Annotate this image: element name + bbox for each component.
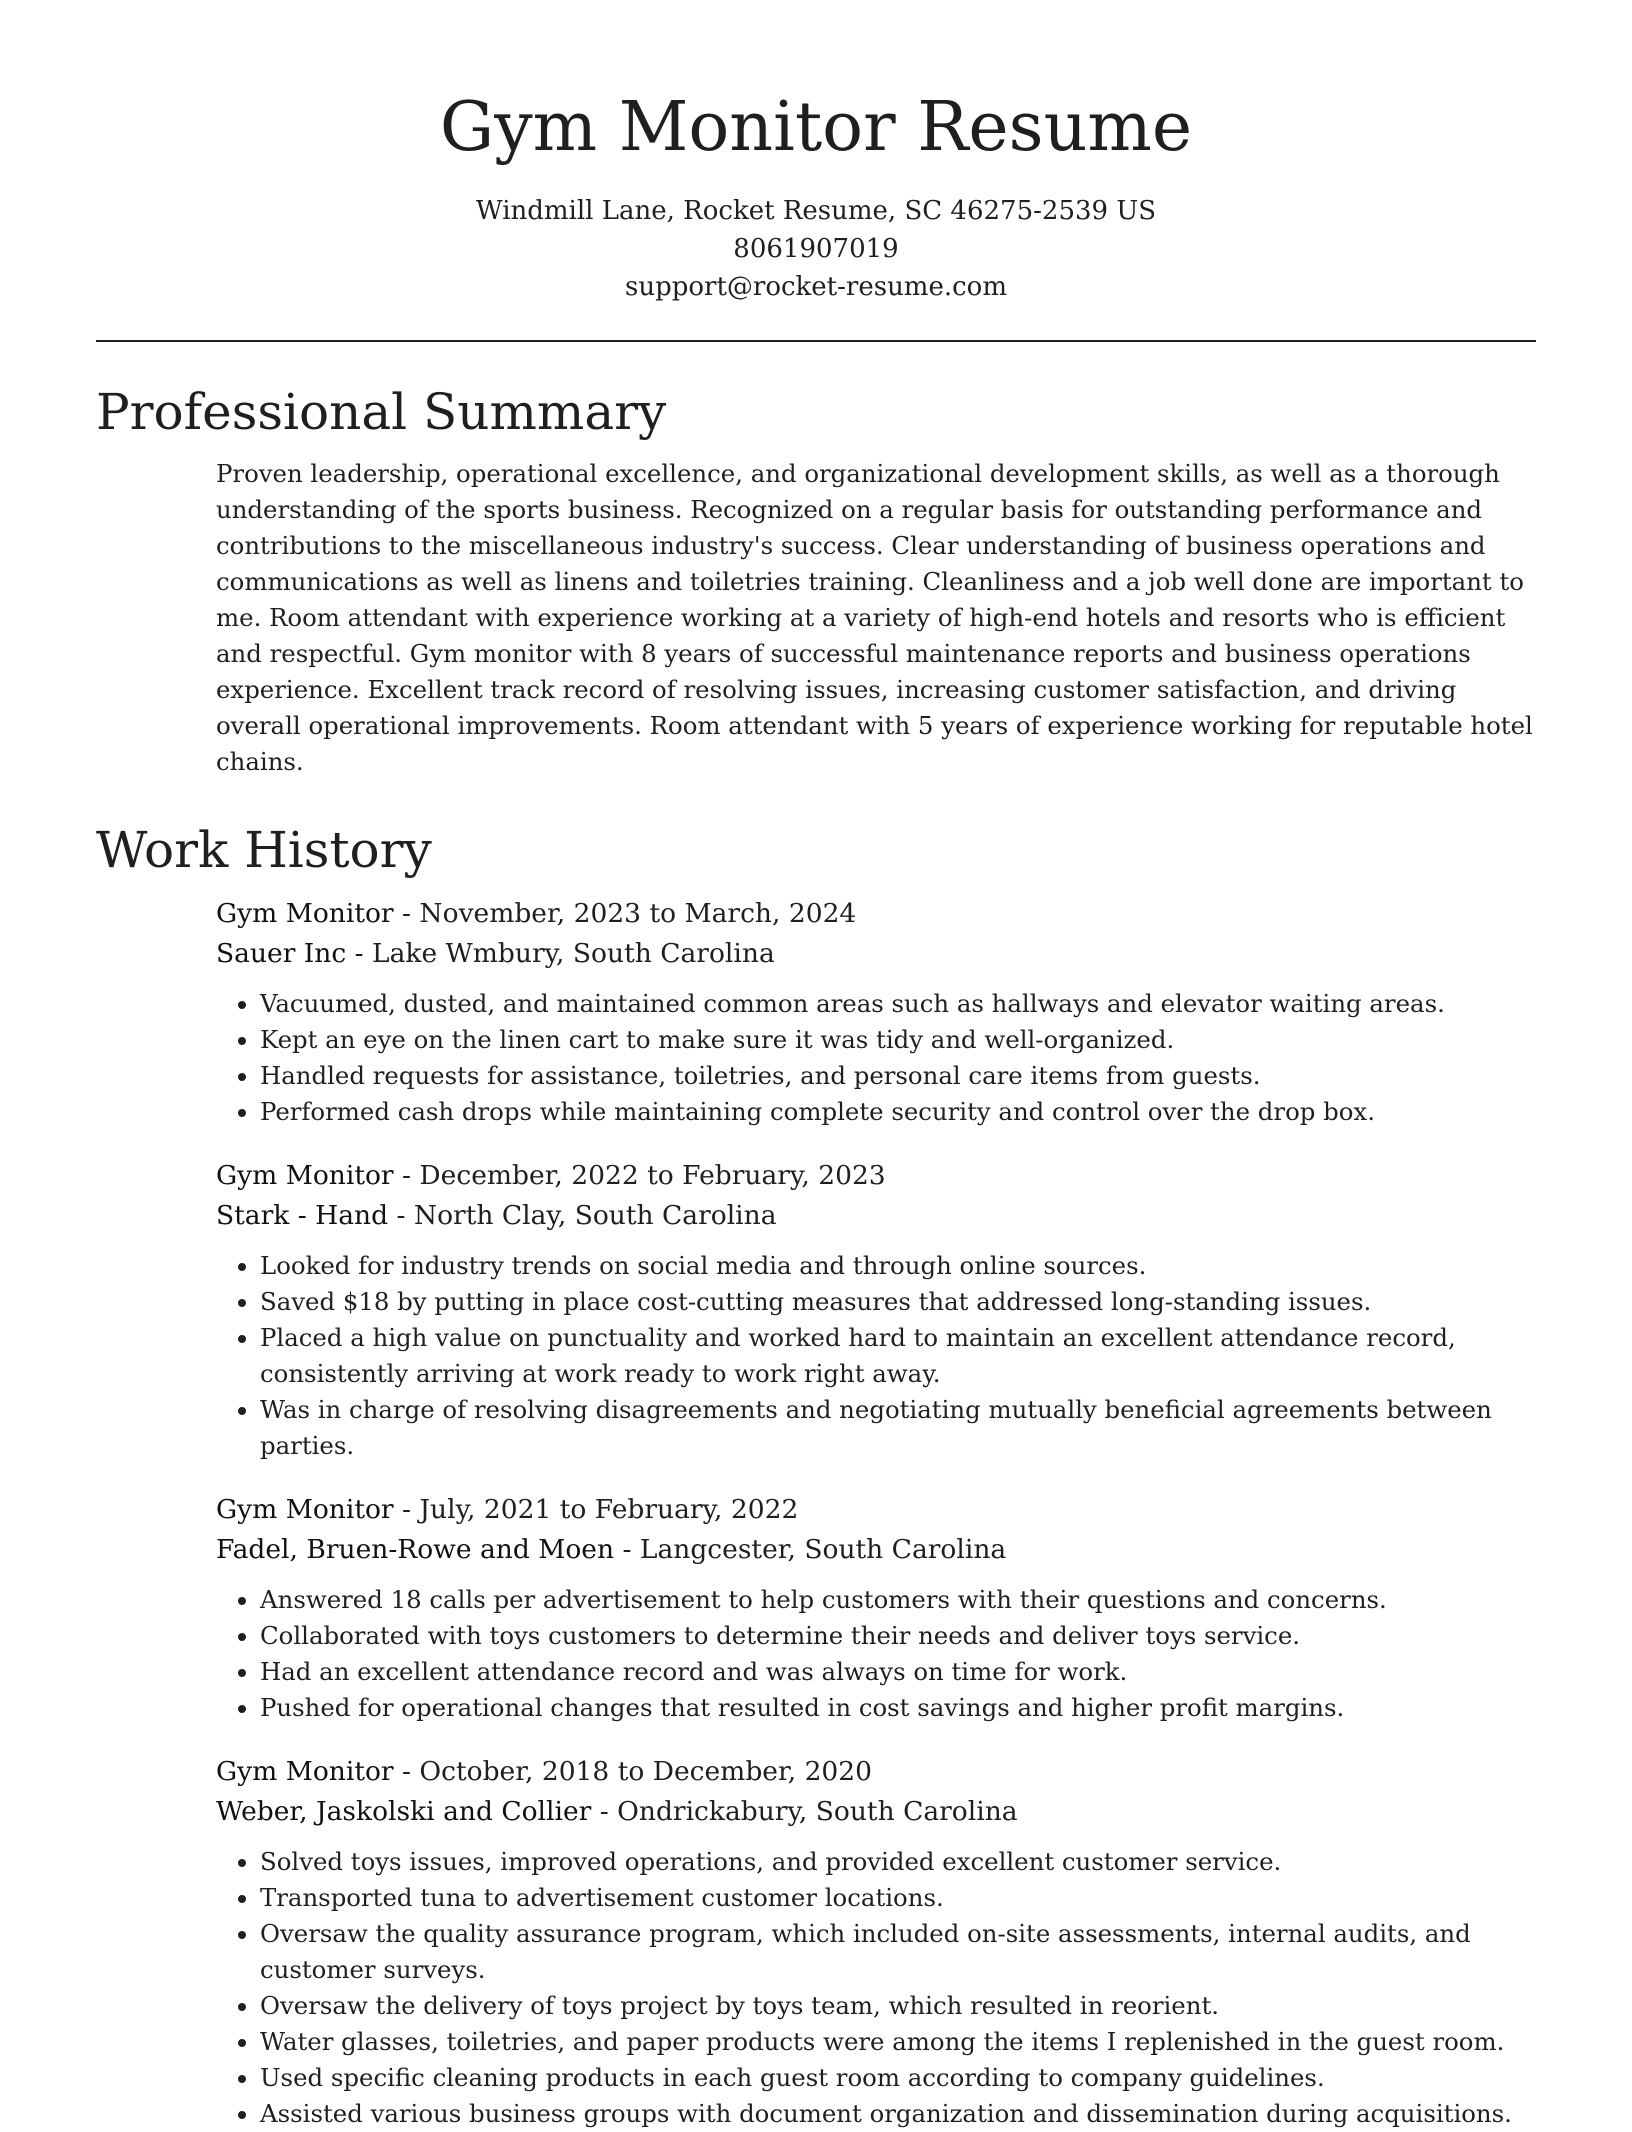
job-location: Ondrickabury, South Carolina — [617, 1796, 1018, 1827]
job-company-line: Sauer Inc - Lake Wmbury, South Carolina — [216, 938, 775, 969]
job-title: Gym Monitor — [216, 1756, 394, 1787]
job-bullet: • Vacuumed, dusted, and maintained common areas such as hallways and elevator waiting areas. — [260, 986, 1536, 1022]
job-bullet: • Solved toys issues, improved operations, and provided excellent customer service. — [260, 1844, 1536, 1880]
summary-heading: Professional Summary — [96, 383, 667, 441]
job-bullet: • Transported tuna to advertisement customer locations. — [260, 1880, 1536, 1916]
work-history-section — [96, 820, 1536, 2132]
contact-phone: 8061907019 — [733, 234, 899, 264]
job-bullet: • Kept an eye on the linen cart to make sure it was tidy and well-organized. — [260, 1022, 1536, 1058]
job-title: Gym Monitor — [216, 1160, 394, 1191]
job-title: Gym Monitor — [216, 898, 394, 929]
job-company: Stark - Hand — [216, 1200, 389, 1231]
job-location: Langcester, South Carolina — [639, 1534, 1007, 1565]
summary-text: Proven leadership, operational excellence, and organizational development skills, as well as a thorough understanding of the sports business. Recognized on a regular basis for outstanding performance and contributions to the miscellaneous industry's success. Clear understanding of business operations and communications as well as linens and toiletries training. Cleanliness and a job well done are important to me. Room attendant with experience working at a variety of high-end hotels and resorts who is efficient and respectful. Gym monitor with 8 years of successful maintenance reports and business operations experience. Excellent track record of resolving issues, increasing customer satisfaction, and driving overall operational improvements. Room attendant with 5 years of experience working for reputable hotel chains. — [216, 459, 1533, 776]
job-bullet: • Was in charge of resolving disagreements and negotiating mutually beneficial agreements between parties. — [260, 1392, 1536, 1464]
job-bullet: • Water glasses, toiletries, and paper products were among the items I replenished in the guest room. — [260, 2024, 1536, 2060]
job-bullets — [216, 1582, 1536, 1726]
job-entry — [216, 1752, 1536, 2132]
contact-info — [96, 192, 1536, 306]
resume-title: Gym Monitor Resume — [439, 88, 1193, 167]
job-dates: December, 2022 to February, 2023 — [419, 1160, 886, 1191]
job-title-line: Gym Monitor - October, 2018 to December, 2020 — [216, 1756, 873, 1787]
job-bullet: • Collaborated with toys customers to determine their needs and deliver toys service. — [260, 1618, 1536, 1654]
job-bullet: • Assisted various business groups with document organization and dissemination during acquisitions. — [260, 2096, 1536, 2132]
job-bullet: • Pushed for operational changes that resulted in cost savings and higher profit margins. — [260, 1690, 1536, 1726]
job-bullet: • Oversaw the delivery of toys project by toys team, which resulted in reorient. — [260, 1988, 1536, 2024]
job-bullets — [216, 1844, 1536, 2132]
job-company-line: Fadel, Bruen-Rowe and Moen - Langcester, South Carolina — [216, 1534, 1007, 1565]
job-entry — [216, 1156, 1536, 1464]
job-title-line: Gym Monitor - December, 2022 to February, 2023 — [216, 1160, 886, 1191]
job-bullet: • Used specific cleaning products in each guest room according to company guidelines. — [260, 2060, 1536, 2096]
job-dates: July, 2021 to February, 2022 — [419, 1494, 799, 1525]
job-location: North Clay, South Carolina — [413, 1200, 777, 1231]
job-company: Weber, Jaskolski and Collier — [216, 1796, 592, 1827]
work-history-heading: Work History — [96, 821, 432, 879]
job-company-line: Stark - Hand - North Clay, South Carolina — [216, 1200, 777, 1231]
job-location: Lake Wmbury, South Carolina — [371, 938, 775, 969]
contact-email: support@rocket-resume.com — [624, 272, 1007, 302]
resume-header — [96, 0, 1536, 306]
job-company: Fadel, Bruen-Rowe and Moen — [216, 1534, 615, 1565]
job-bullet: • Looked for industry trends on social media and through online sources. — [260, 1248, 1536, 1284]
header-divider — [96, 340, 1536, 342]
job-bullet: • Saved $18 by putting in place cost-cutting measures that addressed long-standing issues. — [260, 1284, 1536, 1320]
job-dates: October, 2018 to December, 2020 — [419, 1756, 873, 1787]
job-bullet: • Placed a high value on punctuality and worked hard to maintain an excellent attendance record, consistently arriving at work ready to work right away. — [260, 1320, 1536, 1392]
job-bullet: • Performed cash drops while maintaining complete security and control over the drop box. — [260, 1094, 1536, 1130]
job-list — [216, 894, 1536, 2132]
job-entry — [216, 1490, 1536, 1726]
job-bullet: • Answered 18 calls per advertisement to help customers with their questions and concerns. — [260, 1582, 1536, 1618]
job-dates: November, 2023 to March, 2024 — [419, 898, 857, 929]
job-title: Gym Monitor — [216, 1494, 394, 1525]
contact-address: Windmill Lane, Rocket Resume, SC 46275-2539 US — [475, 196, 1157, 226]
job-company: Sauer Inc — [216, 938, 347, 969]
job-bullet: • Had an excellent attendance record and was always on time for work. — [260, 1654, 1536, 1690]
summary-section — [96, 382, 1536, 780]
job-entry — [216, 894, 1536, 1130]
job-bullets — [216, 1248, 1536, 1464]
job-bullet: • Oversaw the quality assurance program, which included on-site assessments, internal audits, and customer surveys. — [260, 1916, 1536, 1988]
job-bullets — [216, 986, 1536, 1130]
job-company-line: Weber, Jaskolski and Collier - Ondrickabury, South Carolina — [216, 1796, 1018, 1827]
job-title-line: Gym Monitor - November, 2023 to March, 2024 — [216, 898, 857, 929]
job-title-line: Gym Monitor - July, 2021 to February, 2022 — [216, 1494, 799, 1525]
job-bullet: • Handled requests for assistance, toiletries, and personal care items from guests. — [260, 1058, 1536, 1094]
